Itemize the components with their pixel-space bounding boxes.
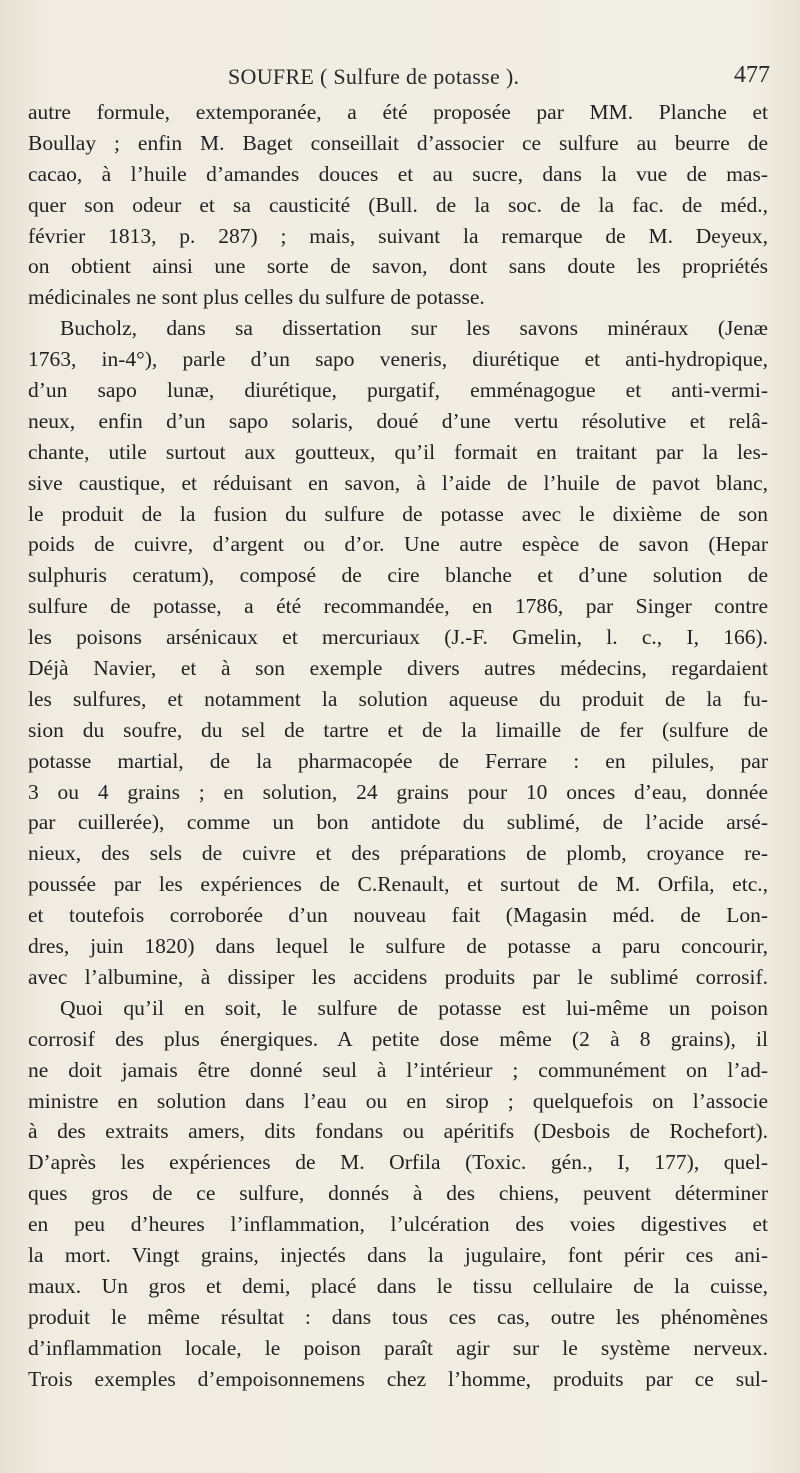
text-line: autre formule, extemporanée, a été proposée par MM. Planche et [28,100,768,124]
text-line: d’inflammation locale, le poison paraît agir sur le système nerveux. [28,1335,768,1360]
text-line: dres, juin 1820) dans lequel le sulfure de potasse a paru concourir, [28,934,768,959]
text-line: Trois exemples d’empoisonnemens chez l’homme, produits par ce sul- [28,1366,768,1391]
text-line: par cuillerée), comme un bon antidote du sublimé, de l’acide arsé- [28,810,768,835]
page-number: 477 [734,62,770,88]
text-line: poussée par les expériences de C.Renault, et surtout de M. Orfila, etc., [28,872,768,897]
text-line: 3 ou 4 grains ; en solution, 24 grains pour 10 onces d’eau, donnée [28,779,768,804]
text-line: la mort. Vingt grains, injectés dans la jugulaire, font périr ces ani- [28,1242,768,1267]
text-line: 1763, in-4°), parle d’un sapo veneris, diurétique et anti-hydropique, [28,347,768,372]
text-line: corrosif des plus énergiques. A petite dose même (2 à 8 grains), il [28,1026,768,1051]
text-line: Quoi qu’il en soit, le sulfure de potasse est lui-même un poison [60,995,768,1020]
text-line: sulfure de potasse, a été recommandée, en 1786, par Singer contre [28,594,768,619]
text-line: neux, enfin d’un sapo solaris, doué d’une vertu résolutive et relâ- [28,408,768,433]
text-line: Bucholz, dans sa dissertation sur les savons minéraux (Jenæ [60,316,768,341]
text-line: médicinales ne sont plus celles du sulfure de potasse. [28,285,485,310]
text-line: les sulfures, et notamment la solution aqueuse du produit de la fu- [28,686,768,711]
text-line: chante, utile surtout aux goutteux, qu’il formait en traitant par la les- [28,439,768,464]
text-line: ques gros de ce sulfure, donnés à des chiens, peuvent déterminer [28,1181,768,1206]
text-line: avec l’albumine, à dissiper les accidens produits par le sublimé corrosif. [28,964,768,989]
text-line: en peu d’heures l’inflammation, l’ulcération des voies digestives et [28,1212,768,1237]
text-line: sive caustique, et réduisant en savon, à l’aide de l’huile de pavot blanc, [28,470,768,495]
text-line: potasse martial, de la pharmacopée de Ferrare : en pilules, par [28,748,768,773]
running-head: SOUFRE ( Sulfure de potasse ). [228,64,520,89]
text-line: produit le même résultat : dans tous ces cas, outre les phénomènes [28,1304,768,1329]
text-line: sion du soufre, du sel de tartre et de la limaille de fer (sulfure de [28,717,768,742]
text-line: nieux, des sels de cuivre et des préparations de plomb, croyance re- [28,841,768,866]
text-line: quer son odeur et sa causticité (Bull. de la soc. de la fac. de méd., [28,192,768,217]
text-line: poids de cuivre, d’argent ou d’or. Une autre espèce de savon (Hepar [28,532,768,557]
text-line: D’après les expériences de M. Orfila (Toxic. gén., I, 177), quel- [28,1150,768,1175]
text-line: ne doit jamais être donné seul à l’intérieur ; communément on l’ad- [28,1057,768,1082]
text-line: ministre en solution dans l’eau ou en sirop ; quelquefois on l’associe [28,1088,768,1113]
text-line: maux. Un gros et demi, placé dans le tissu cellulaire de la cuisse, [28,1273,768,1298]
page-header [28,62,770,94]
text-line: Boullay ; enfin M. Baget conseillait d’associer ce sulfure au beurre de [28,130,768,155]
text-line: à des extraits amers, dits fondans ou apéritifs (Desbois de Rochefort). [28,1119,768,1144]
text-line: Déjà Navier, et à son exemple divers autres médecins, regardaient [28,656,768,681]
text-line: février 1813, p. 287) ; mais, suivant la remarque de M. Deyeux, [28,223,768,248]
text-line: le produit de la fusion du sulfure de potasse avec le dixième de son [28,501,768,526]
text-line: les poisons arsénicaux et mercuriaux (J.-F. Gmelin, l. c., I, 166). [28,625,768,650]
text-line: et toutefois corroborée d’un nouveau fait (Magasin méd. de Lon- [28,903,768,928]
text-line: on obtient ainsi une sorte de savon, dont sans doute les propriétés [28,254,768,279]
text-line: sulphuris ceratum), composé de cire blanche et d’une solution de [28,563,768,588]
body-text [28,97,768,1394]
text-line: d’un sapo lunæ, diurétique, purgatif, emménagogue et anti-vermi- [28,378,768,403]
text-line: cacao, à l’huile d’amandes douces et au sucre, dans la vue de mas- [28,161,768,186]
